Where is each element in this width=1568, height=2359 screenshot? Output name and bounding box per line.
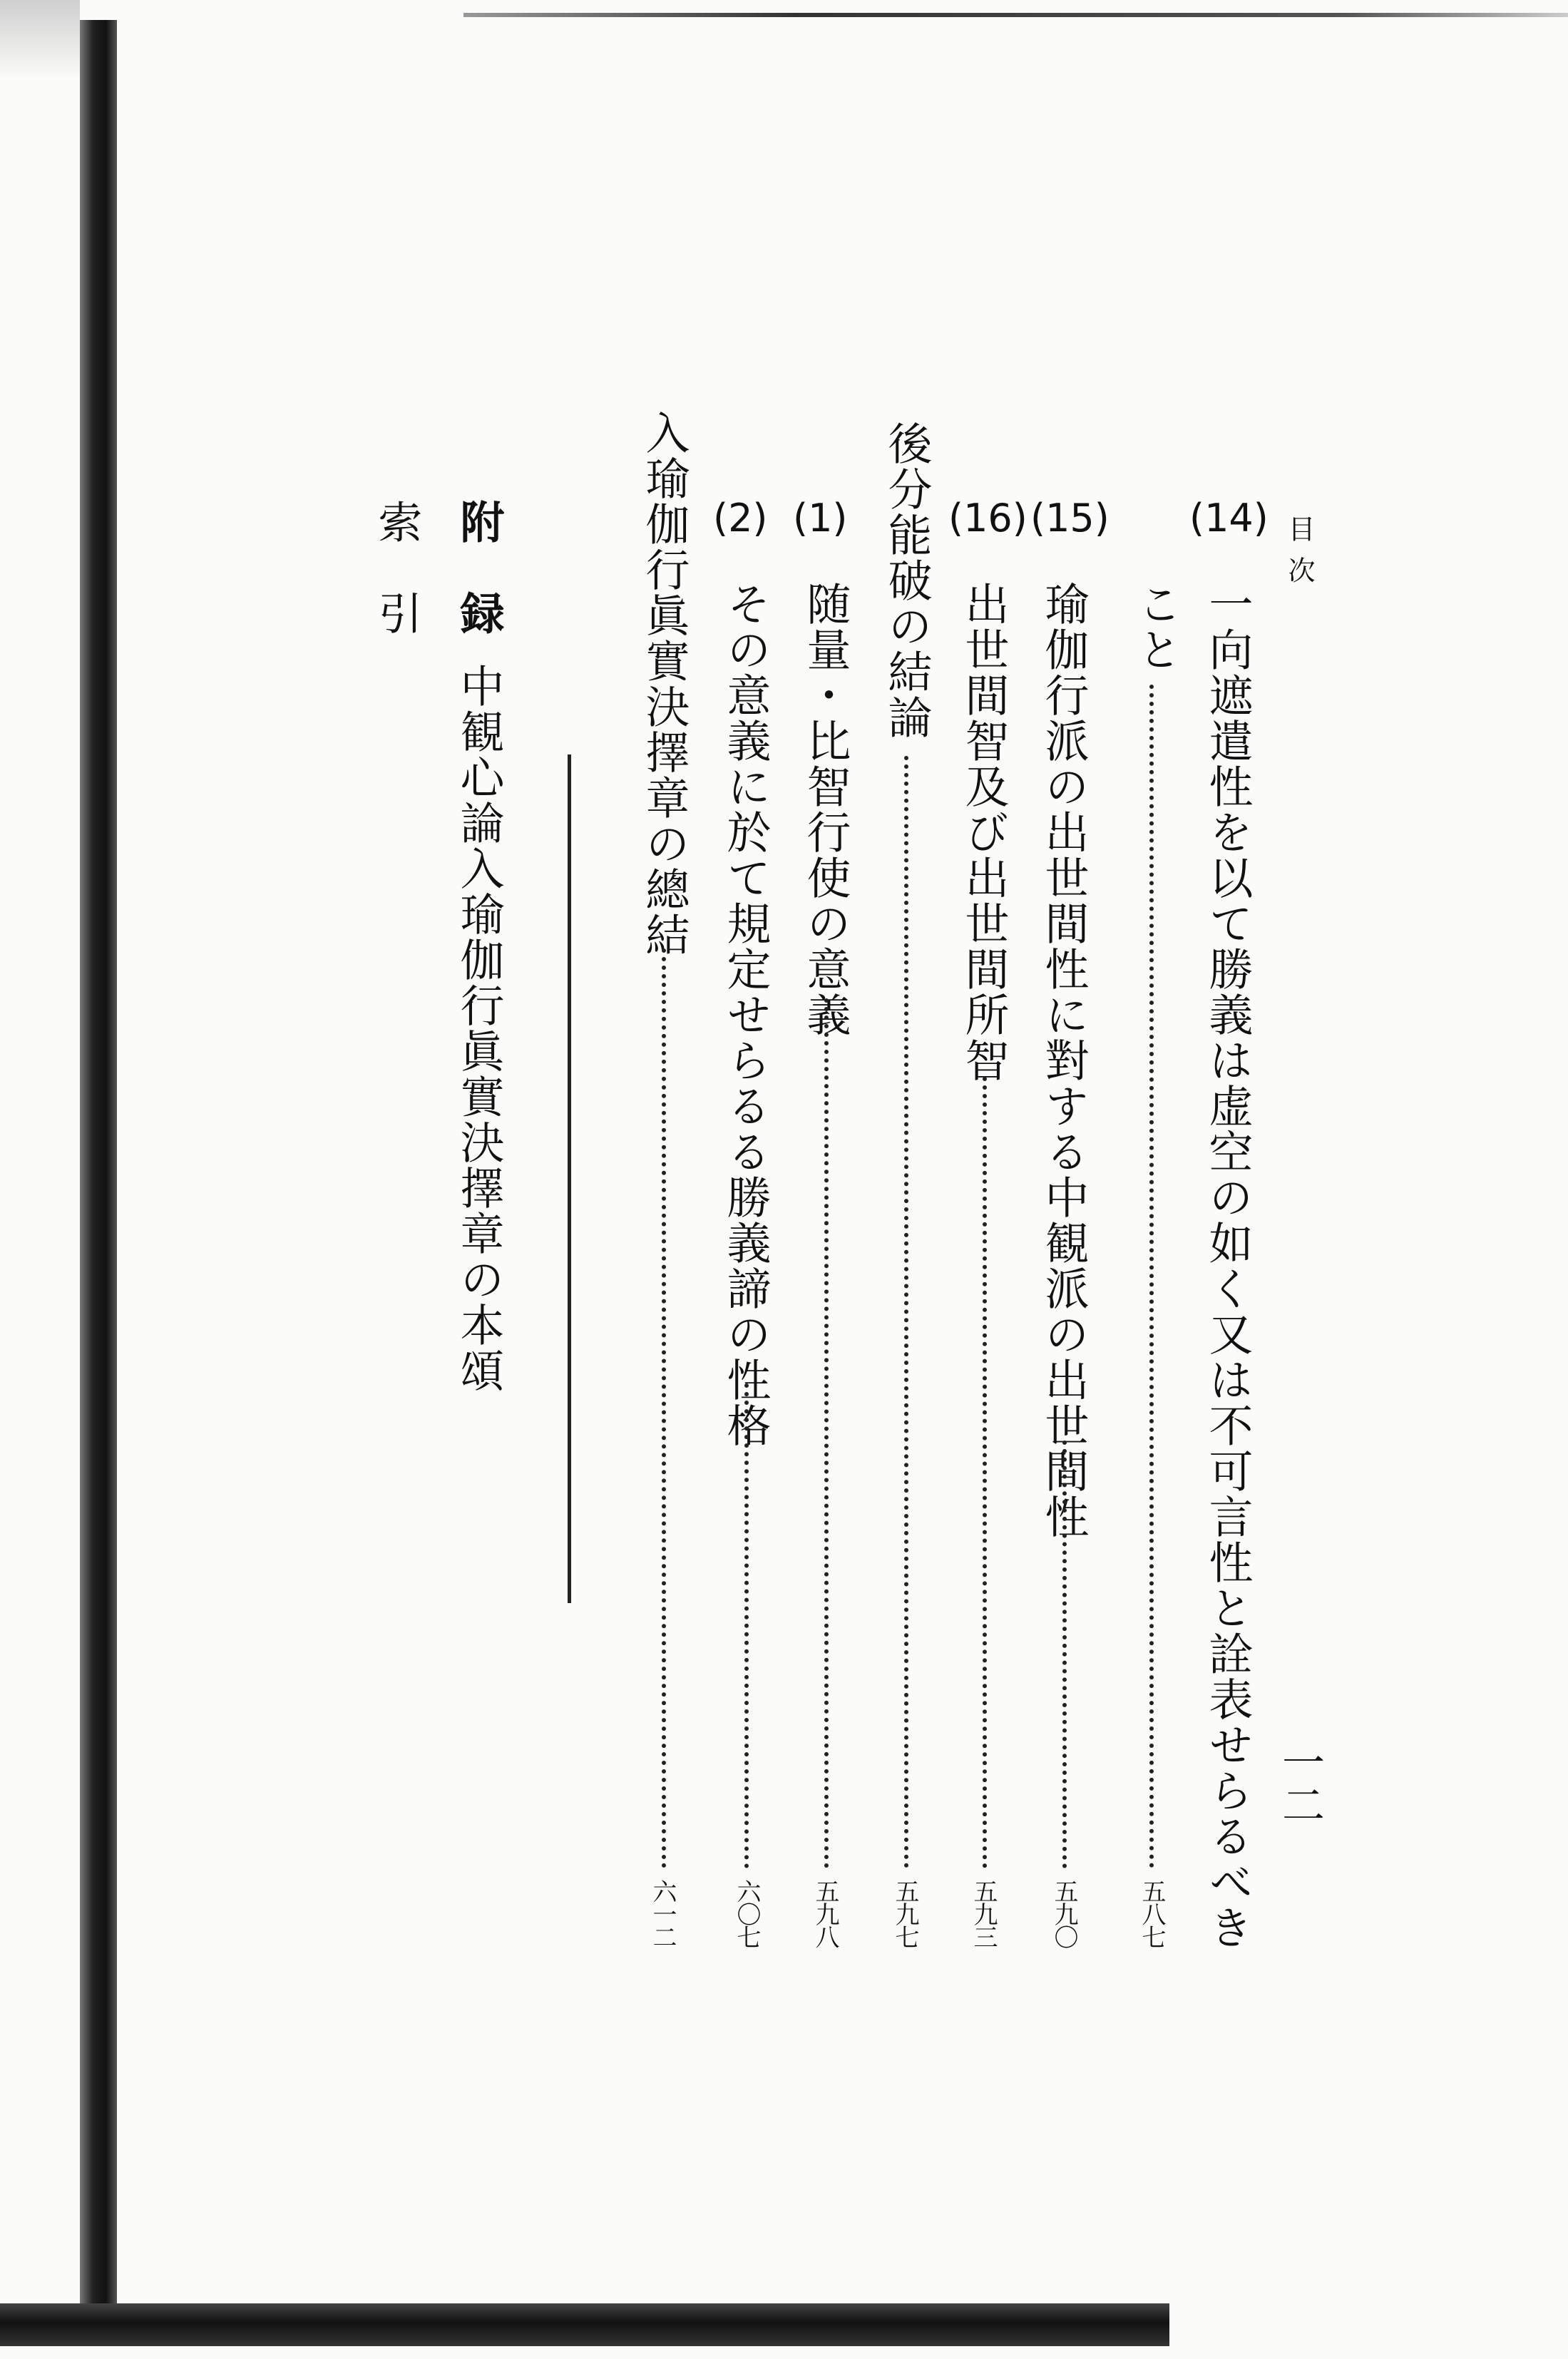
toc-entry-title: 瑜伽行派の出世間性に對する中観派の出世間性 bbox=[1037, 581, 1090, 1540]
page-number: 五九三 bbox=[969, 1879, 998, 1948]
dot-leader bbox=[983, 1077, 987, 1868]
divider-rule bbox=[568, 754, 571, 1603]
toc-entry-title: 出世間智及び出世間所智 bbox=[958, 581, 1010, 1083]
entry-number: (16) bbox=[948, 496, 1028, 541]
toc-entry-title: 一向遮遣性を以て勝義は虚空の如く又は不可言性と詮表せらるべき bbox=[1201, 581, 1254, 1950]
toc-entry-title: その意義に於て規定せらるる勝義諦の性格 bbox=[719, 581, 772, 1448]
toc-entry-continuation: こと bbox=[1130, 581, 1182, 672]
dot-leader bbox=[662, 948, 666, 1868]
page-number: 六〇七 bbox=[732, 1879, 761, 1948]
dot-leader bbox=[1062, 1441, 1067, 1868]
entry-number: (2) bbox=[713, 496, 768, 541]
toc-section-title: 後分能破の結論 bbox=[881, 421, 933, 740]
binding-edge bbox=[80, 20, 117, 2316]
scan-top-edge bbox=[463, 13, 1568, 17]
page-number: 六一二 bbox=[648, 1879, 677, 1948]
running-header: 目次 bbox=[1283, 515, 1315, 598]
dot-leader bbox=[904, 756, 908, 1868]
scan-bottom-edge bbox=[0, 2303, 1169, 2346]
entry-number: (14) bbox=[1189, 496, 1269, 541]
page-number: 五九八 bbox=[811, 1879, 839, 1948]
page-number: 五八七 bbox=[1137, 1879, 1166, 1948]
dot-leader bbox=[824, 998, 829, 1868]
index-label: 索 引 bbox=[371, 499, 423, 636]
scan-shadow bbox=[0, 0, 80, 78]
page-number: 五九七 bbox=[891, 1879, 919, 1948]
entry-number: (1) bbox=[793, 496, 848, 541]
dot-leader bbox=[1149, 685, 1154, 1868]
dot-leader bbox=[744, 1383, 749, 1868]
page-folio: 一二 bbox=[1275, 1740, 1325, 1826]
toc-entry-title: 随量・比智行使の意義 bbox=[799, 581, 851, 1038]
entry-number: (15) bbox=[1030, 496, 1110, 541]
page-number: 五九〇 bbox=[1050, 1879, 1078, 1948]
toc-section-title: 入瑜伽行眞實決擇章の總結 bbox=[638, 410, 690, 958]
appendix-title: 中観心論入瑜伽行眞實決擇章の本頌 bbox=[453, 663, 505, 1393]
appendix-label: 附 録 bbox=[453, 499, 505, 636]
